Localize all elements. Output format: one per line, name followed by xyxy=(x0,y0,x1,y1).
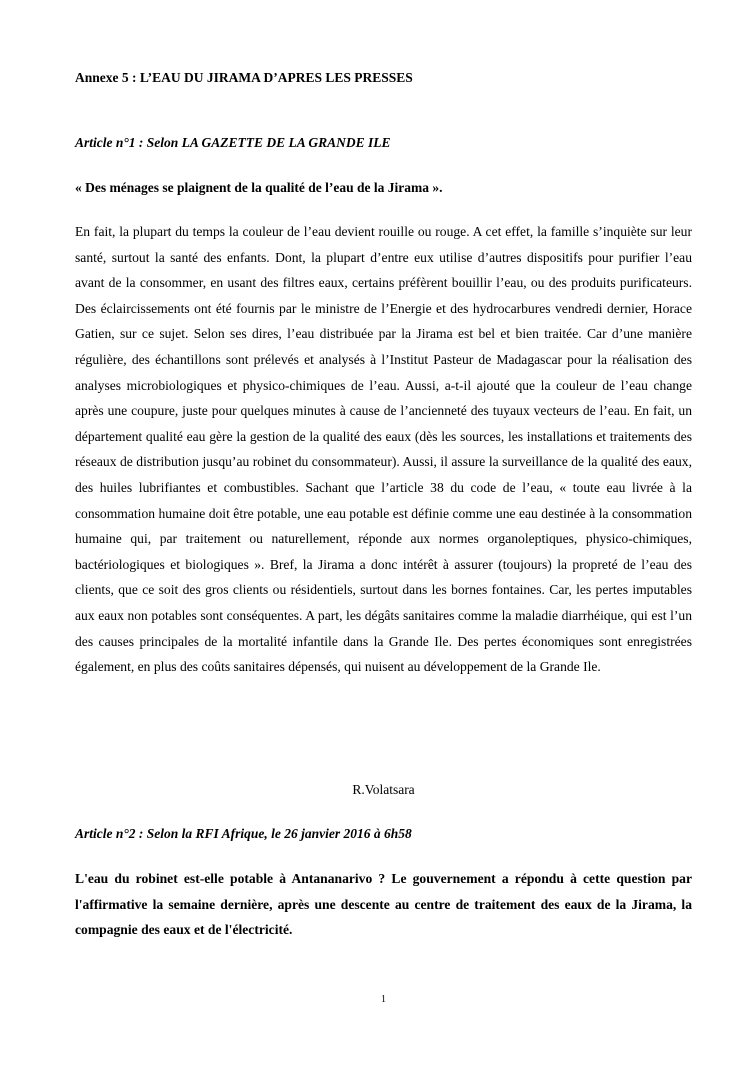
article1-signature: R.Volatsara xyxy=(352,782,415,797)
article1-heading: Article n°1 : Selon LA GAZETTE DE LA GRANDE ILE xyxy=(75,135,391,150)
article1-body: En fait, la plupart du temps la couleur de l’eau devient rouille ou rouge. A cet effet, la famille s’inquiète sur leur santé, surtout la santé des enfants. Dont, la plupart d’entre eux utilise d’autres dispositifs pour purifier l’eau avant de la consommer, en usant des filtres eaux, certains préfèrent bouillir l’eau, ou des produits purificateurs. Des éclaircissements ont été fournis par le ministre de l’Energie et des hydrocarbures vendredi dernier, Horace Gatien, sur ce sujet. Selon ses dires, l’eau distribuée par la Jirama est bel et bien traitée. Car d’une manière régulière, des échantillons sont prélevés et analysés à l’Institut Pasteur de Madagascar pour la réalisation des analyses microbiologiques et physico-chimiques de l’eau. Aussi, a-t-il ajouté que la couleur de l’eau change après une coupure, juste pour quelques minutes à cause de l’ancienneté des tuyaux vecteurs de l’eau. En fait, un département qualité eau gère la gestion de la qualité des eaux (dès les sources, les installations et traitements des réseaux de distribution jusqu’au robinet du consommateur). Aussi, il assure la surveillance de la qualité des eaux, des huiles lubrifiantes et combustibles. Sachant que l’article 38 du code de l’eau, « toute eau livrée à la consommation humaine doit être potable, une eau potable est définie comme une eau destinée à la consommation humaine qui, par traitement ou naturellement, réponde aux normes organoleptiques, physico-chimiques, bactériologiques et biologiques ». Bref, la Jirama a donc intérêt à assurer (toujours) la propreté de l’eau des clients, que ce soit des gros clients ou résidentiels, surtout dans les bornes fontaines. Car, les pertes imputables aux eaux non potables sont conséquentes. A part, les dégâts sanitaires comme la maladie diarrhéique, qui est l’un des causes principales de la mortalité infantile dans la Grande Ile. Des pertes économiques sont enregistrées également, en plus des coûts sanitaires dépensés, qui nuisent au développement de la Grande Ile. xyxy=(75,224,692,675)
article2-lead: L'eau du robinet est-elle potable à Antananarivo ? Le gouvernement a répondu à cette question par l'affirmative la semaine dernière, après une descente au centre de traitement des eaux de la Jirama, la compagnie des eaux et de l'électricité. xyxy=(75,871,692,938)
annexe-title: Annexe 5 : L’EAU DU JIRAMA D’APRES LES PRESSES xyxy=(75,70,413,85)
page-number: 1 xyxy=(381,994,386,1005)
article2-heading: Article n°2 : Selon la RFI Afrique, le 26 janvier 2016 à 6h58 xyxy=(75,826,412,841)
article1-quote: « Des ménages se plaignent de la qualité de l’eau de la Jirama ». xyxy=(75,180,443,195)
